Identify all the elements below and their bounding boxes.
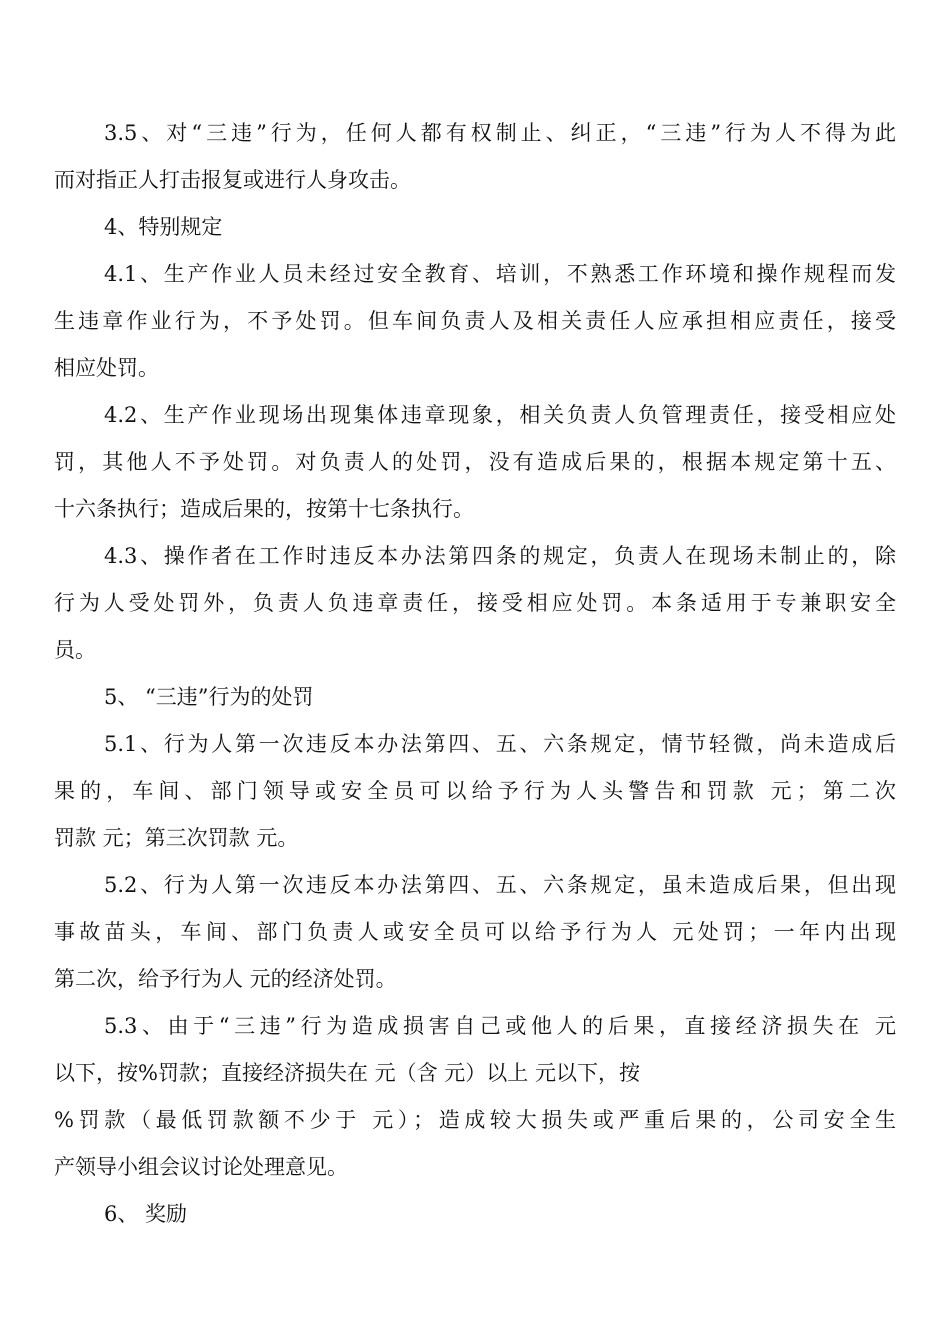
paragraph-5-3-line-1: 5.3、由于“三违”行为造成损害自己或他人的后果，直接经济损失在 元: [104, 1014, 896, 1038]
section-heading-5: 5、 “三违”行为的处罚: [104, 685, 314, 709]
paragraph-5-1-line-2: 果的，车间、部门领导或安全员可以给予行为人头警告和罚款 元；第二次: [54, 779, 896, 803]
paragraph-5-1-line-1: 5.1、行为人第一次违反本办法第四、五、六条规定，情节轻微，尚未造成后: [104, 732, 896, 756]
paragraph-4-2-line-1: 4.2、生产作业现场出现集体违章现象，相关负责人负管理责任，接受相应处: [104, 403, 896, 427]
paragraph-4-3-line-2: 行为人受处罚外，负责人负违章责任，接受相应处罚。本条适用于专兼职安全: [54, 591, 896, 615]
paragraph-5-2-line-2: 事故苗头，车间、部门负责人或安全员可以给予行为人 元处罚；一年内出现: [54, 920, 896, 944]
paragraph-4-2-line-2: 罚，其他人不予处罚。对负责人的处罚，没有造成后果的，根据本规定第十五、: [54, 450, 896, 474]
paragraph-3-5-line-2: 而对指正人打击报复或进行人身攻击。: [54, 168, 411, 192]
section-heading-6: 6、 奖励: [104, 1202, 188, 1226]
paragraph-5-1-line-3: 罚款 元；第三次罚款 元。: [54, 826, 299, 850]
paragraph-4-2-line-3: 十六条执行；造成后果的，按第十七条执行。: [54, 497, 474, 521]
paragraph-4-3-line-3: 员。: [54, 638, 96, 662]
paragraph-5-3-line-3: %罚款（最低罚款额不少于 元）；造成较大损失或严重后果的，公司安全生: [54, 1108, 896, 1132]
paragraph-5-2-line-3: 第二次，给予行为人 元的经济处罚。: [54, 967, 397, 991]
paragraph-4-1-line-1: 4.1、生产作业人员未经过安全教育、培训，不熟悉工作环境和操作规程而发: [104, 262, 896, 286]
paragraph-3-5-line-1: 3.5、对“三违”行为，任何人都有权制止、纠正，“三违”行为人不得为此: [104, 121, 896, 145]
section-heading-4: 4、特别规定: [104, 215, 223, 239]
paragraph-4-3-line-1: 4.3、操作者在工作时违反本办法第四条的规定，负责人在现场未制止的，除: [104, 544, 896, 568]
paragraph-5-2-line-1: 5.2、行为人第一次违反本办法第四、五、六条规定，虽未造成后果，但出现: [104, 873, 896, 897]
paragraph-5-3-line-2: 以下，按%罚款；直接经济损失在 元（含 元）以上 元以下，按: [54, 1061, 640, 1085]
paragraph-5-3-line-4: 产领导小组会议讨论处理意见。: [54, 1155, 348, 1179]
paragraph-4-1-line-2: 生违章作业行为，不予处罚。但车间负责人及相关责任人应承担相应责任，接受: [54, 309, 896, 333]
paragraph-4-1-line-3: 相应处罚。: [54, 356, 159, 380]
